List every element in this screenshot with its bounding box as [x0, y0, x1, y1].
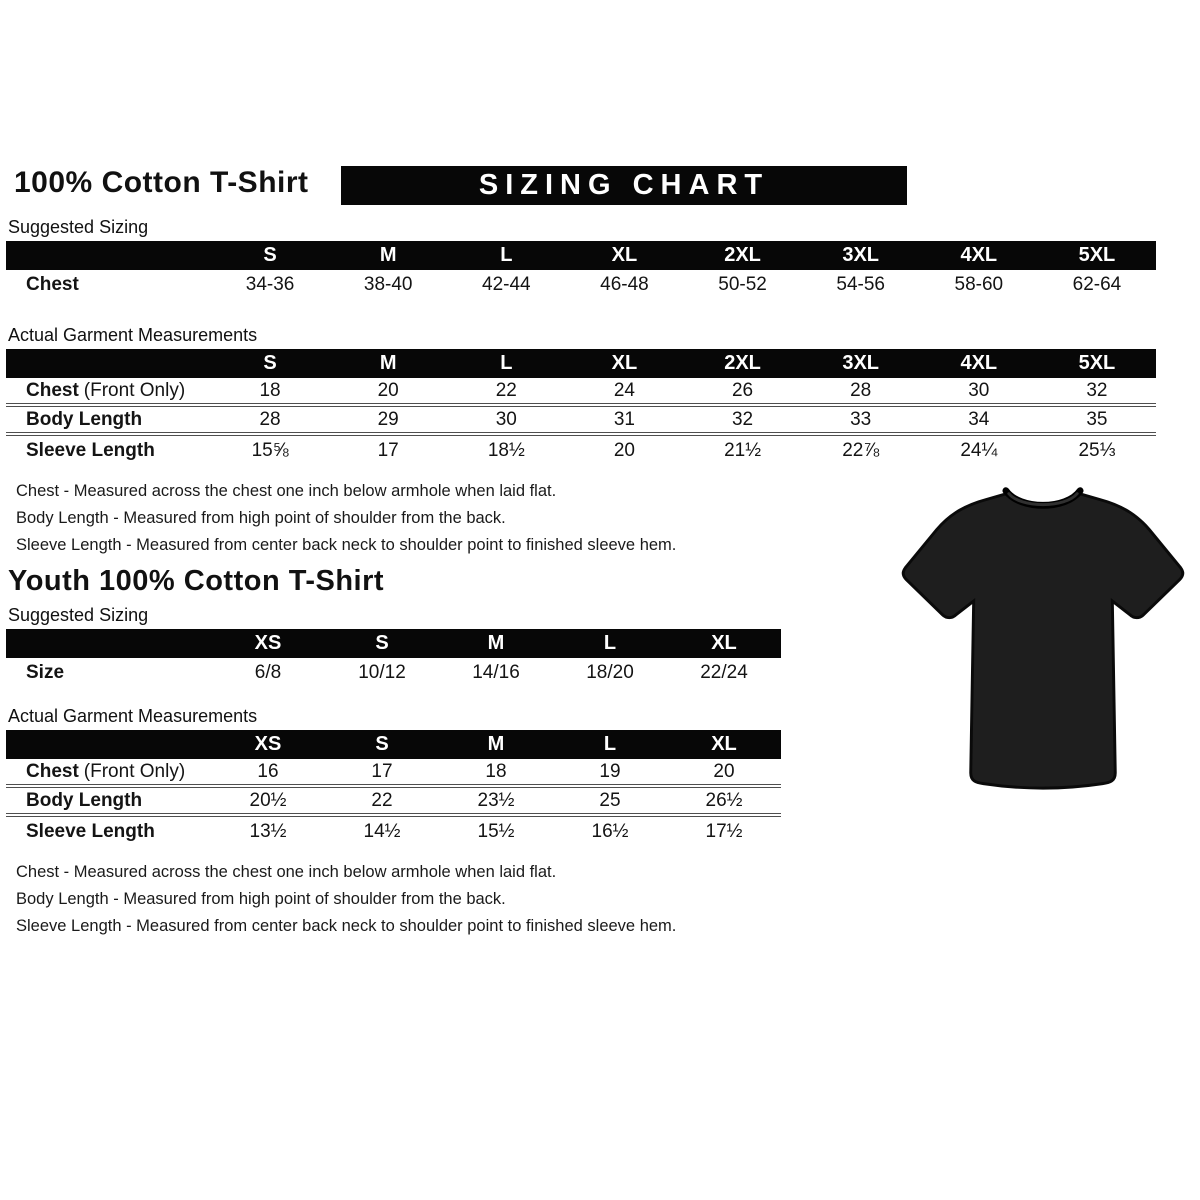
table-cell: 29 [377, 408, 399, 430]
table-cell: 16½ [591, 820, 629, 842]
row-label [6, 761, 211, 783]
column-header: 3XL [842, 244, 880, 266]
row-label-text: Chest [26, 760, 79, 782]
row-label [6, 440, 211, 462]
note-line: Body Length - Measured from high point of shoulder from the back. [16, 890, 506, 908]
table-cell: 21½ [724, 439, 762, 461]
note-line: Chest - Measured across the chest one inch below armhole when laid flat. [16, 863, 557, 881]
youth-actual-measurements-label: Actual Garment Measurements [8, 706, 258, 726]
table-cell: 24 [613, 379, 635, 401]
adult-actual-measurements-label: Actual Garment Measurements [8, 325, 258, 345]
column-header: L [603, 632, 617, 654]
youth-actual-measurements-table [6, 730, 781, 846]
table-cell: 13½ [249, 820, 287, 842]
table-cell: 17½ [705, 820, 743, 842]
table-cell: 18 [485, 760, 507, 782]
row-label [6, 409, 211, 431]
table-row [6, 378, 1156, 407]
column-header: S [375, 733, 389, 755]
table-row [6, 270, 1156, 299]
column-header: 2XL [724, 352, 761, 374]
table-cell: 18/20 [586, 661, 634, 683]
table-cell: 17 [371, 760, 393, 782]
row-label [6, 790, 211, 812]
column-header: XL [611, 244, 638, 266]
table-cell: 30 [495, 408, 517, 430]
tshirt-body-shape [903, 494, 1183, 788]
table-cell: 54-56 [836, 273, 885, 295]
column-header: L [500, 352, 513, 374]
table-cell: 42-44 [482, 273, 531, 295]
page-title: 100% Cotton T-Shirt [14, 166, 309, 199]
column-header: 5XL [1078, 244, 1116, 266]
column-header: M [379, 244, 397, 266]
column-header: 3XL [842, 352, 880, 374]
table-cell: 22 [495, 379, 517, 401]
table-header-row [6, 730, 781, 759]
table-cell: 38-40 [363, 273, 413, 295]
note-line: Sleeve Length - Measured from center back neck to shoulder point to finished sleeve hem. [16, 536, 677, 554]
row-label [6, 380, 211, 402]
table-cell: 20 [377, 379, 399, 401]
adult-actual-measurements-table [6, 349, 1156, 465]
column-header: S [263, 352, 277, 374]
table-cell: 25⅓ [1078, 439, 1116, 461]
table-row [6, 407, 1156, 436]
column-header: XL [611, 352, 638, 374]
table-cell: 24¼ [960, 439, 998, 461]
column-header: L [500, 244, 513, 266]
table-cell: 14½ [363, 820, 401, 842]
column-header: XS [254, 733, 282, 755]
table-cell: 34 [968, 408, 990, 430]
table-cell: 18 [259, 379, 281, 401]
row-label-suffix: (Front Only) [83, 760, 186, 782]
column-header: 2XL [724, 244, 761, 266]
table-row [6, 759, 781, 788]
table-cell: 22/24 [700, 661, 748, 683]
adult-suggested-sizing-table [6, 241, 1156, 299]
youth-measurement-notes [6, 859, 1194, 940]
column-header: XL [711, 733, 737, 755]
header-row [6, 166, 1194, 210]
column-header: S [263, 244, 277, 266]
column-header: XL [711, 632, 737, 654]
column-header: S [375, 632, 389, 654]
row-label [6, 821, 211, 843]
row-label [6, 662, 211, 684]
table-cell: 46-48 [600, 273, 649, 295]
column-header: M [379, 352, 397, 374]
youth-suggested-sizing-table [6, 629, 781, 687]
table-cell: 25 [599, 789, 621, 811]
table-cell: 14/16 [472, 661, 520, 683]
table-row [6, 817, 781, 846]
table-cell: 62-64 [1072, 273, 1122, 295]
note-line: Sleeve Length - Measured from center back neck to shoulder point to finished sleeve hem. [16, 917, 677, 935]
table-row [6, 788, 781, 817]
row-label-suffix: (Front Only) [83, 379, 186, 401]
row-label-text: Sleeve Length [26, 439, 155, 461]
table-cell: 32 [731, 408, 754, 430]
row-label-text: Body Length [26, 408, 143, 430]
column-header: 5XL [1078, 352, 1116, 374]
table-header-row [6, 349, 1156, 378]
table-cell: 20 [613, 439, 635, 461]
row-label-text: Sleeve Length [26, 820, 155, 842]
column-header: 4XL [960, 352, 998, 374]
row-label [6, 274, 211, 296]
table-cell: 17 [377, 439, 399, 461]
black-tshirt-icon [895, 478, 1191, 810]
note-line: Chest - Measured across the chest one inch below armhole when laid flat. [16, 482, 557, 500]
row-label-text: Size [26, 661, 65, 683]
table-cell: 26½ [705, 789, 743, 811]
table-cell: 28 [259, 408, 281, 430]
table-cell: 6/8 [254, 661, 282, 683]
note-line: Body Length - Measured from high point of shoulder from the back. [16, 509, 506, 527]
table-cell: 28 [850, 379, 872, 401]
table-cell: 20 [713, 760, 735, 782]
table-cell: 18½ [487, 439, 525, 461]
table-cell: 31 [613, 408, 635, 430]
table-cell: 23½ [477, 789, 515, 811]
adult-suggested-sizing-label: Suggested Sizing [8, 217, 149, 237]
table-cell: 20½ [249, 789, 287, 811]
youth-section-title: Youth 100% Cotton T-Shirt [8, 565, 385, 597]
sizing-chart-banner: SIZING CHART [341, 166, 907, 205]
table-cell: 16 [257, 760, 279, 782]
column-header: M [487, 632, 505, 654]
table-header-row [6, 241, 1156, 270]
row-label-text: Body Length [26, 789, 143, 811]
table-cell: 34-36 [245, 273, 295, 295]
column-header: 4XL [960, 244, 998, 266]
table-cell: 35 [1086, 408, 1108, 430]
youth-suggested-sizing-label: Suggested Sizing [8, 605, 149, 625]
table-cell: 22 [371, 789, 393, 811]
table-cell: 19 [599, 760, 621, 782]
table-cell: 33 [850, 408, 872, 430]
column-header: XS [254, 632, 282, 654]
table-cell: 15⅝ [251, 439, 289, 461]
table-cell: 32 [1086, 379, 1108, 401]
table-cell: 30 [968, 379, 990, 401]
table-row [6, 658, 781, 687]
column-header: M [487, 733, 505, 755]
table-cell: 50-52 [718, 273, 767, 295]
row-label-text: Chest [26, 273, 79, 295]
table-cell: 58-60 [954, 273, 1004, 295]
table-cell: 15½ [477, 820, 515, 842]
table-cell: 10/12 [358, 661, 406, 683]
table-row [6, 436, 1156, 465]
tshirt-image [895, 478, 1191, 810]
table-cell: 26 [731, 379, 754, 401]
table-header-row [6, 629, 781, 658]
column-header: L [603, 733, 617, 755]
row-label-text: Chest [26, 379, 79, 401]
table-cell: 22⅞ [842, 439, 880, 461]
